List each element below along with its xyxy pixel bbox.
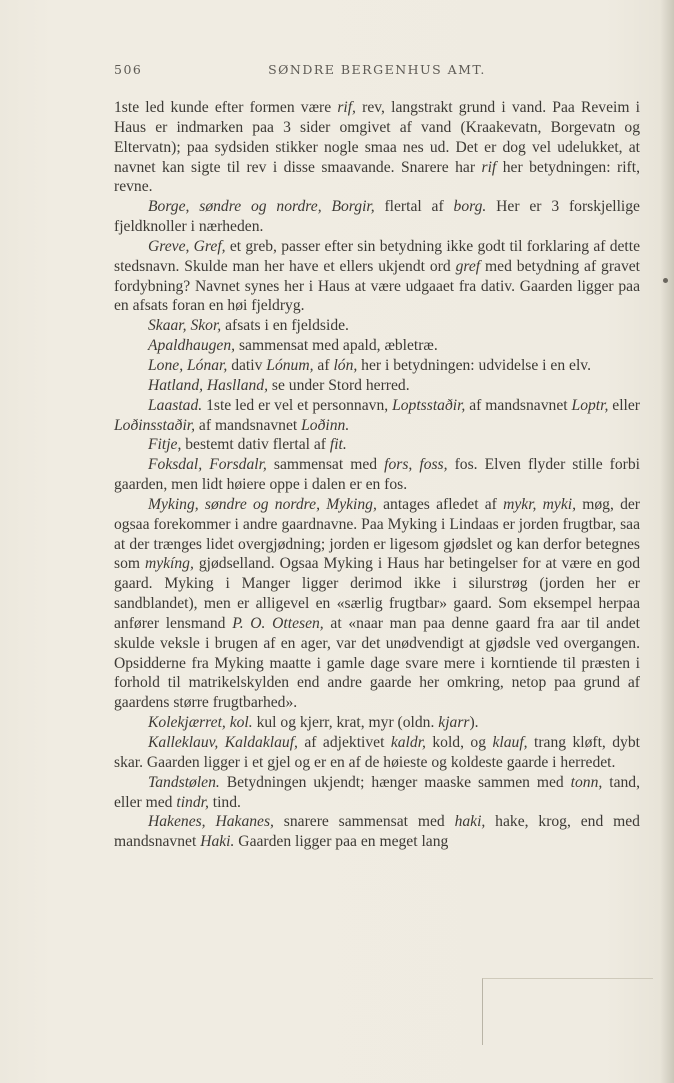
text-run: møg, der ogsaa forekommer i andre gaardnavne. Paa Myking i Lindaas er jorden frugtbar, saa at der trænges lidet overgjødning; jorden er ligesom gjødslet og kan derfor betegnes som: [114, 495, 640, 573]
italic-term: klauf,: [492, 734, 528, 751]
italic-term: kjarr: [438, 714, 470, 732]
italic-term: mykr, myki,: [503, 495, 576, 513]
body-text: [114, 98, 640, 852]
paragraph: [114, 435, 640, 455]
text-run: kul og kjerr, krat, myr (oldn.: [252, 714, 439, 732]
text-run: tand, eller med: [114, 773, 640, 811]
text-run: dativ: [227, 356, 267, 374]
italic-term: P. O. Ottesen,: [232, 614, 324, 632]
paragraph: [114, 495, 640, 713]
italic-term: gref: [455, 257, 481, 275]
paragraph: [114, 733, 640, 773]
italic-term: Kalleklauv, Kaldaklauf,: [148, 734, 298, 751]
text-run: fos. Elven flyder stille forbi gaarden, men lidt høiere oppe i dalen er en fos.: [114, 456, 640, 494]
paragraph: [114, 396, 640, 436]
text-run: hake, krog, end med mandsnavnet: [114, 813, 640, 851]
ruled-corner-mark: [482, 978, 653, 1045]
text-run: sammensat med apald, æbletræ.: [235, 337, 438, 355]
italic-term: Borge, søndre og nordre, Borgir,: [148, 198, 375, 216]
paragraph: [114, 237, 640, 316]
italic-term: mykíng,: [144, 555, 194, 573]
page-fold-shadow: [660, 0, 674, 1083]
text-run: sammensat med: [266, 456, 385, 474]
text-run: 1ste led kunde efter formen være: [114, 99, 338, 116]
italic-term: Skaar, Skor,: [148, 317, 222, 335]
text-run: eller: [608, 396, 640, 414]
paragraph: [114, 376, 640, 396]
text-run: afsats i en fjeldside.: [221, 317, 349, 335]
page-number: 506: [114, 62, 143, 77]
text-run: Betydningen ukjendt; hænger maaske sammen med: [219, 773, 571, 791]
italic-term: fit.: [329, 436, 347, 454]
text-run: tind.: [208, 793, 241, 811]
paragraph: [114, 356, 640, 376]
italic-term: rif,: [337, 99, 356, 116]
italic-term: Tandstølen.: [148, 773, 220, 791]
italic-term: Myking, søndre og nordre, Myking,: [148, 495, 377, 513]
text-run: her betydningen: rift, revne.: [114, 158, 640, 196]
paragraph: [114, 773, 640, 813]
text-run: antages afledet af: [376, 495, 504, 513]
italic-term: lón,: [333, 356, 358, 374]
page-header: [114, 62, 640, 80]
text-run: flertal af: [374, 198, 454, 216]
italic-term: rif: [481, 158, 497, 176]
text-run: Gaarden ligger paa en meget lang: [234, 833, 449, 851]
text-run: 1ste led er vel et personnavn,: [202, 396, 393, 414]
italic-term: borg.: [453, 198, 487, 216]
italic-term: kaldr,: [390, 734, 426, 751]
paragraph: [114, 316, 640, 336]
paragraph: [114, 197, 640, 237]
paragraph: [114, 713, 640, 733]
text-run: af mandsnavnet: [465, 396, 572, 414]
italic-term: tindr,: [176, 793, 209, 811]
italic-term: Haki.: [200, 833, 235, 851]
text-run: Her er 3 forskjellige fjeldknoller i nærheden.: [114, 198, 640, 236]
text-run: rev, langstrakt grund i vand. Paa Reveim i Haus er indmarken paa 3 sider omgivet af vand (Kraakevatn, Borgevatn og Eltervatn); paa sydsiden stikker nogle smaa nes ud. Det er dog vel udelukket, at navnet kan sigte til rev i disse smaavande. Snarere har: [114, 99, 641, 176]
text-run: at «naar man paa denne gaard fra aar til andet skulde veksle i brugen af en ager, var det unødvendigt at gjødsle ved overgangen. Opsidderne fra Myking maatte i gamle dage svare mere i korntiende til præsten i forhold til matrikelskylden end andre gaarde her omkring, netop paa grund af gaardens større frugtbarhed».: [114, 614, 641, 712]
italic-term: fors, foss,: [384, 456, 448, 474]
italic-term: Loðinn.: [301, 416, 350, 434]
italic-term: tonn,: [570, 773, 603, 791]
text-run: med betydning af gravet fordybning? Navnet synes her i Haus at være udgaaet fra dativ. Gaarden ligger paa en afsats foran en høi fjeldryg.: [114, 257, 641, 315]
italic-term: Apaldhaugen,: [148, 337, 236, 355]
text-run: snarere sammensat med: [273, 813, 455, 831]
italic-term: Hakenes, Hakanes,: [148, 813, 274, 831]
text-run: et greb, passer efter sin betydning ikke godt til forklaring af dette stedsnavn. Skulde man her have et ellers ukjendt ord: [114, 237, 640, 275]
paragraph: [114, 812, 640, 852]
italic-term: Loðinsstaðir,: [114, 416, 196, 434]
text-run: af mandsnavnet: [195, 416, 302, 434]
italic-term: Laastad.: [148, 396, 203, 414]
running-title: SØNDRE BERGENHUS AMT.: [268, 62, 486, 77]
italic-term: Loptr,: [571, 396, 609, 414]
text-run: gjødselland. Ogsaa Myking i Haus har betingelser for at være en god gaard. Myking i Manger ligger derimod ikke i silurstrøg (jorden her er sandblandet), men er alligevel en «særlig frugtbar» gaard. Som eksempel herpaa anfører lensmand: [114, 555, 640, 632]
text-run: bestemt dativ flertal af: [181, 436, 330, 454]
paragraph: [114, 336, 640, 356]
text-run: af: [313, 356, 334, 374]
italic-term: Lone, Lónar,: [148, 356, 228, 374]
italic-term: Lónum,: [266, 356, 314, 374]
text-run: her i betydningen: udvidelse i en elv.: [357, 356, 591, 374]
text-run: kold, og: [425, 734, 493, 751]
paragraph: [114, 98, 640, 197]
italic-term: Loptsstaðir,: [392, 396, 466, 414]
italic-term: Hatland, Haslland,: [148, 376, 268, 394]
italic-term: Fitje,: [148, 436, 182, 454]
text-run: trang kløft, dybt skar. Gaarden ligger i et gjel og er en af de høieste og koldeste gaarde i herredet.: [114, 734, 640, 771]
text-run: af adjektivet: [297, 734, 391, 751]
italic-term: Foksdal, Forsdalr,: [148, 456, 267, 474]
italic-term: Kolekjærret, kol.: [148, 714, 253, 732]
text-run: se under Stord herred.: [268, 376, 410, 394]
text-run: ).: [469, 714, 479, 732]
italic-term: Greve, Gref,: [148, 237, 226, 255]
italic-term: haki,: [454, 813, 486, 831]
paragraph: [114, 455, 640, 495]
margin-mark: [663, 278, 668, 283]
